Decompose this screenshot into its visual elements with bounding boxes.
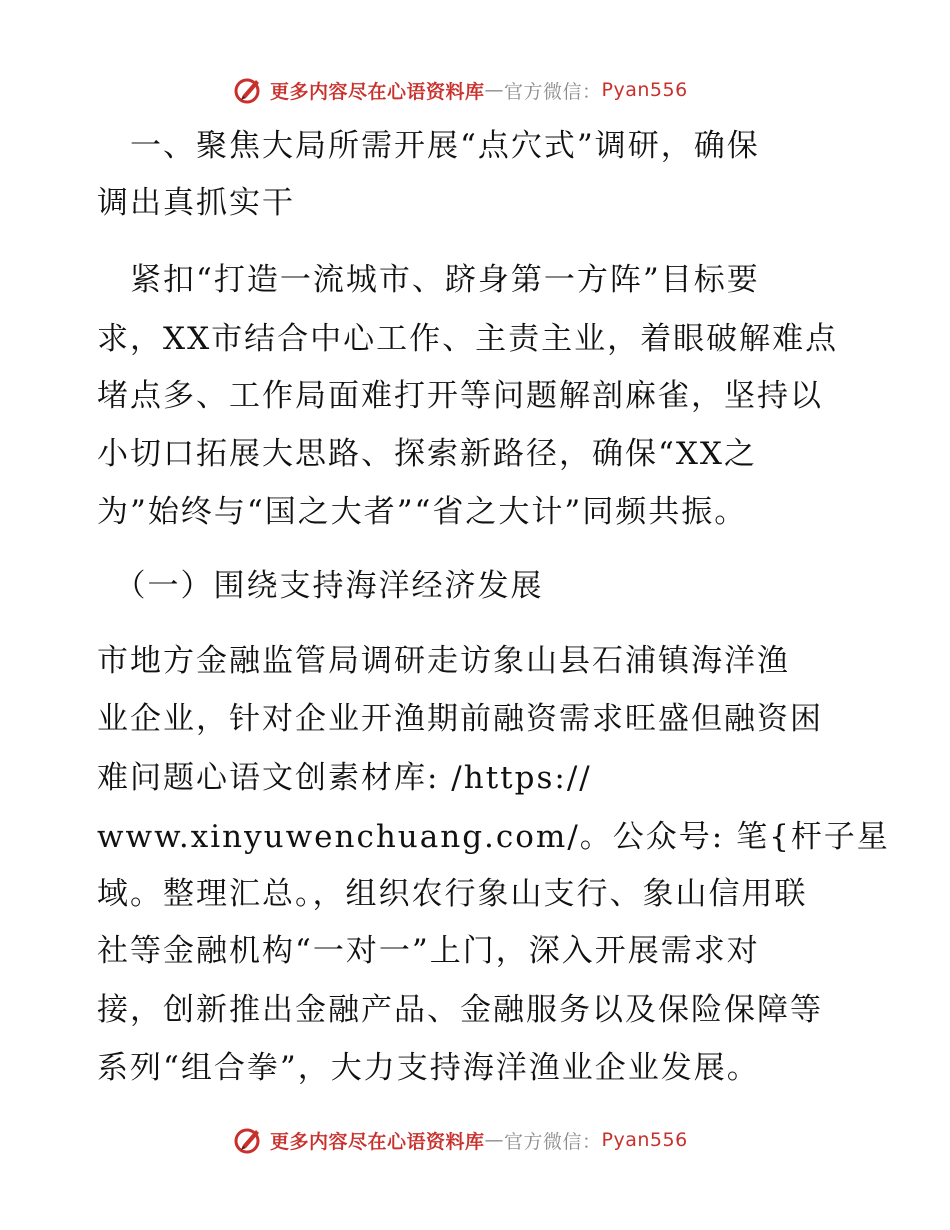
watermark-wechat-label: 官方微信： [504, 80, 602, 103]
pen-logo-icon [232, 74, 264, 106]
section-heading-line: 调出真抓实干 [97, 185, 295, 221]
watermark-separator: — [484, 1129, 505, 1151]
paragraph-line: www.xinyuwenchuang.com/。公众号: 笔{杆子星 [97, 819, 890, 855]
subsection-heading: （一）围绕支持海洋经济发展 [97, 568, 544, 604]
paragraph-line: 接，创新推出金融产品、金融服务以及保险保障等 [97, 992, 823, 1028]
paragraph-line: 难问题心语文创素材库: /https:// [97, 760, 592, 796]
paragraph-line: 域。整理汇总。，组织农行象山支行、象山信用联 [97, 876, 808, 912]
watermark-separator: — [484, 79, 505, 101]
paragraph-line: 小切口拓展大思路、探索新路径，确保“XX之 [97, 436, 757, 472]
paragraph-line: 为”始终与“国之大者”“省之大计”同频共振。 [97, 494, 748, 530]
paragraph-line: 求，XX市结合中心工作、主责主业，着眼破解难点 [97, 321, 839, 357]
watermark-title: 更多内容尽在心语资料库 [270, 1130, 485, 1153]
paragraph-line: 系列“组合拳”，大力支持海洋渔业企业发展。 [97, 1050, 760, 1086]
section-heading-line: 一、聚焦大局所需开展“点穴式”调研，确保 [97, 128, 760, 164]
paragraph-line: 业企业，针对企业开渔期前融资需求旺盛但融资困 [97, 701, 823, 737]
watermark-title: 更多内容尽在心语资料库 [270, 80, 485, 103]
watermark-header [232, 72, 688, 108]
watermark-wechat-account: Pyan556 [601, 1129, 688, 1151]
paragraph-line: 市地方金融监管局调研走访象山县石浦镇海洋渔 [97, 643, 790, 679]
paragraph-line: 堵点多、工作局面难打开等问题解剖麻雀，坚持以 [97, 378, 823, 414]
pen-logo-icon [232, 1124, 264, 1156]
paragraph-line: 社等金融机构“一对一”上门，深入开展需求对 [97, 933, 760, 969]
watermark-wechat-account: Pyan556 [601, 79, 688, 101]
watermark-footer [232, 1122, 688, 1158]
watermark-wechat-label: 官方微信： [504, 1130, 602, 1153]
paragraph-line: 紧扣“打造一流城市、跻身第一方阵”目标要 [97, 262, 760, 298]
